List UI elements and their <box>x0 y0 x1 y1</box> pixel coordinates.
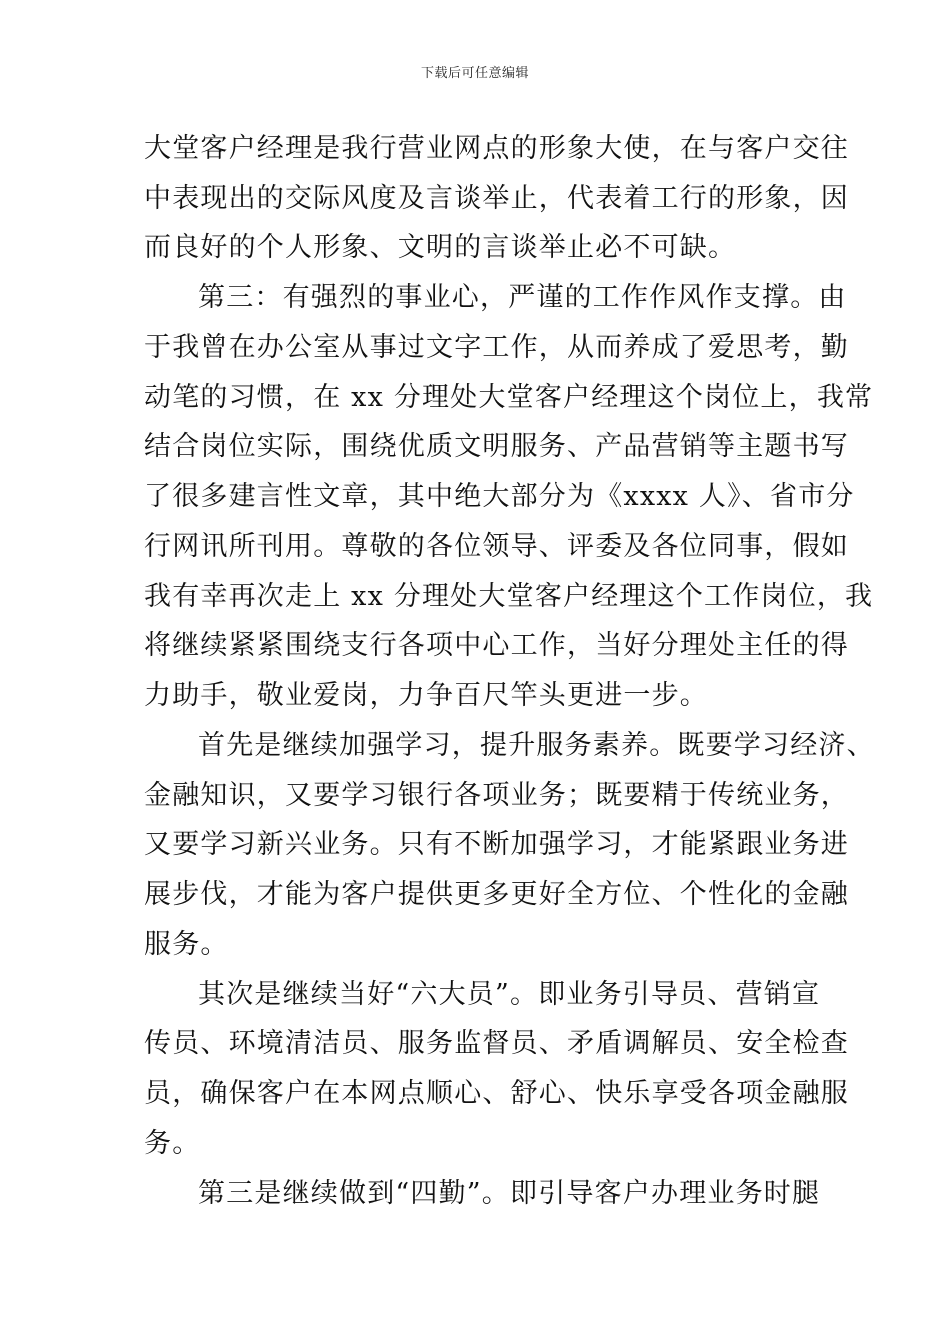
body-line: 行网讯所刊用。尊敬的各位领导、评委及各位同事，假如 <box>144 531 849 562</box>
body-line: 传员、环境清洁员、服务监督员、矛盾调解员、安全检查 <box>144 1028 849 1059</box>
body-line: 结合岗位实际，围绕优质文明服务、产品营销等主题书写 <box>144 431 849 462</box>
body-line: 员，确保客户在本网点顺心、舒心、快乐享受各项金融服 <box>144 1078 849 1109</box>
body-line: 展步伐，才能为客户提供更多更好全方位、个性化的金融 <box>144 879 849 910</box>
body-line: 大堂客户经理是我行营业网点的形象大使，在与客户交往 <box>144 133 849 164</box>
paragraph-start-line: 其次是继续当好“六大员”。即业务引导员、营销宣 <box>198 979 821 1010</box>
body-line: 了很多建言性文章，其中绝大部分为《xxxx 人》、省市分 <box>144 481 855 512</box>
body-line: 又要学习新兴业务。只有不断加强学习，才能紧跟业务进 <box>144 829 849 860</box>
body-line: 于我曾在办公室从事过文字工作，从而养成了爱思考，勤 <box>144 332 849 363</box>
body-line: 力助手，敬业爱岗，力争百尺竿头更进一步。 <box>144 680 708 711</box>
paragraph-start-line: 第三：有强烈的事业心，严谨的工作作风作支撑。由 <box>198 282 847 313</box>
body-line: 务。 <box>144 1128 201 1159</box>
paragraph-start-line: 首先是继续加强学习，提升服务素养。既要学习经济、 <box>198 730 875 761</box>
body-line: 我有幸再次走上 xx 分理处大堂客户经理这个工作岗位，我 <box>144 581 874 612</box>
body-line: 将继续紧紧围绕支行各项中心工作，当好分理处主任的得 <box>144 630 849 661</box>
page-header: 下载后可任意编辑 <box>420 66 529 81</box>
paragraph-start-line: 第三是继续做到“四勤”。即引导客户办理业务时腿 <box>198 1178 821 1209</box>
body-line: 金融知识，又要学习银行各项业务；既要精于传统业务， <box>144 780 849 811</box>
body-line: 中表现出的交际风度及言谈举止，代表着工行的形象，因 <box>144 183 849 214</box>
body-line: 而良好的个人形象、文明的言谈举止必不可缺。 <box>144 232 737 263</box>
body-line: 动笔的习惯，在 xx 分理处大堂客户经理这个岗位上，我常 <box>144 382 874 413</box>
body-line: 服务。 <box>144 929 229 960</box>
